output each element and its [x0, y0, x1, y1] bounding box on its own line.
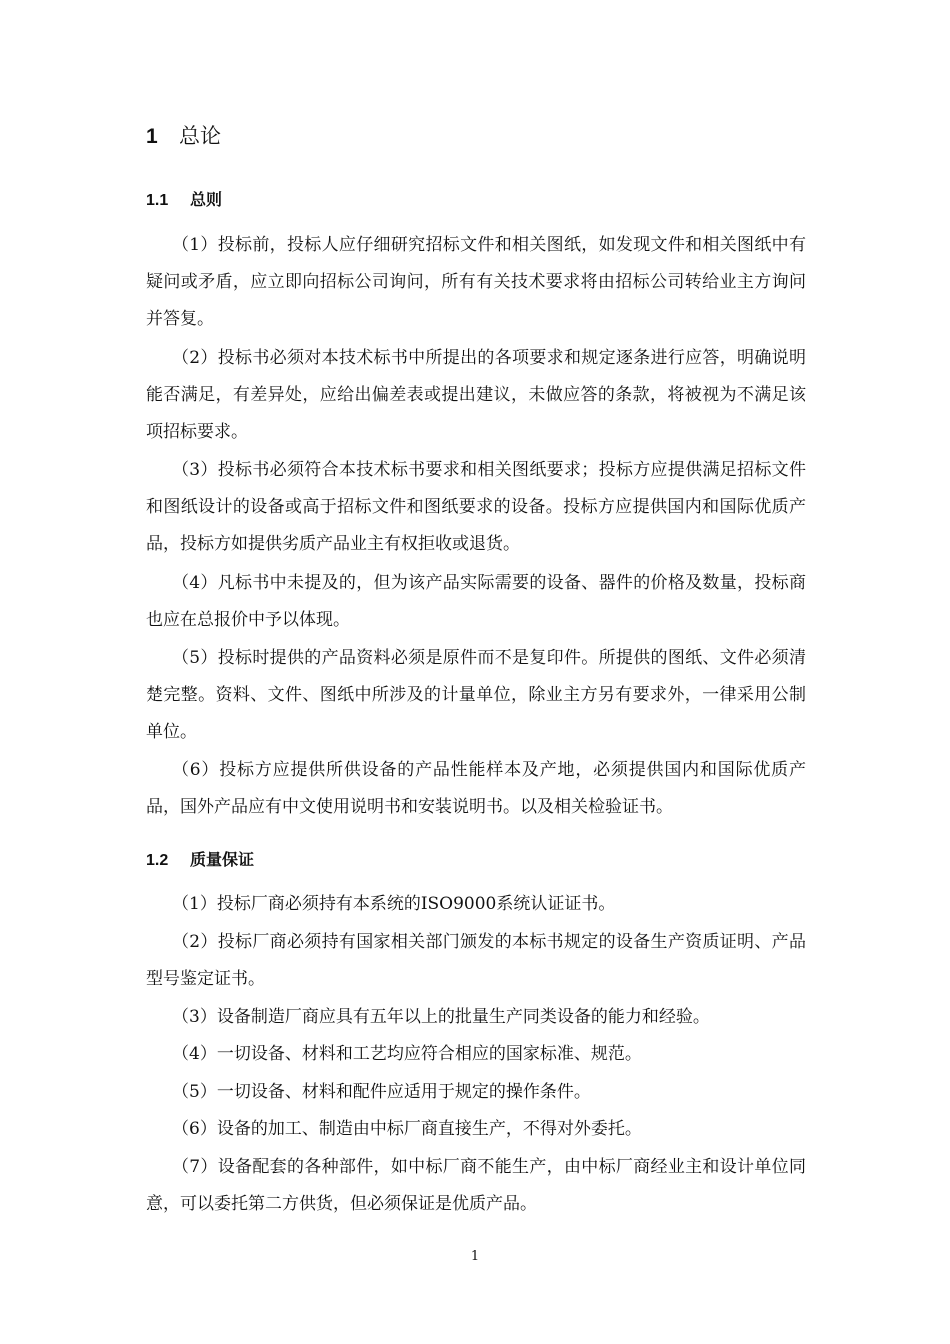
section-title: 总则 — [190, 190, 223, 209]
paragraph-1-1-2: （2）投标书必须对本技术标书中所提出的各项要求和规定逐条进行应答，明确说明能否满足，有差异处，应给出偏差表或提出建议，未做应答的条款，将被视为不满足该项招标要求。 — [146, 348, 806, 442]
paragraph-1-2-7: （7）设备配套的各种部件，如中标厂商不能生产，由中标厂商经业主和设计单位同意，可以委托第二方供货，但必须保证是优质产品。 — [146, 1157, 806, 1214]
paragraph-1-1-6: （6）投标方应提供所供设备的产品性能样本及产地，必须提供国内和国际优质产品，国外产品应有中文使用说明书和安装说明书。以及相关检验证书。 — [146, 760, 806, 817]
paragraph-1-2-6: （6）设备的加工、制造由中标厂商直接生产，不得对外委托。 — [172, 1119, 642, 1139]
paragraph-1-2-5: （5）一切设备、材料和配件应适用于规定的操作条件。 — [172, 1082, 591, 1102]
paragraph-1-1-3: （3）投标书必须符合本技术标书要求和相关图纸要求；投标方应提供满足招标文件和图纸设计的设备或高于招标文件和图纸要求的设备。投标方应提供国内和国际优质产品，投标方如提供劣质产品业主有权拒收或退货。 — [146, 460, 806, 554]
paragraph-1-2-2: （2）投标厂商必须持有国家相关部门颁发的本标书规定的设备生产资质证明、产品型号鉴定证书。 — [146, 932, 806, 989]
section-number: 1.1 — [146, 192, 169, 209]
page-number: 1 — [470, 1249, 480, 1264]
section-heading-1-2 — [146, 848, 254, 873]
section-number: 1.2 — [146, 852, 169, 869]
paragraph-1-1-5: （5）投标时提供的产品资料必须是原件而不是复印件。所提供的图纸、文件必须清楚完整。资料、文件、图纸中所涉及的计量单位，除业主方另有要求外，一律采用公制单位。 — [146, 648, 806, 742]
chapter-number: 1 — [146, 125, 158, 148]
paragraph-1-1-4: （4）凡标书中未提及的，但为该产品实际需要的设备、器件的价格及数量，投标商也应在总报价中予以体现。 — [146, 573, 806, 630]
paragraph-1-2-3: （3）设备制造厂商应具有五年以上的批量生产同类设备的能力和经验。 — [172, 1007, 710, 1027]
paragraph-1-2-4: （4）一切设备、材料和工艺均应符合相应的国家标准、规范。 — [172, 1044, 642, 1064]
chapter-title: 总论 — [179, 124, 221, 148]
paragraph-1-2-1: （1）投标厂商必须持有本系统的ISO9000系统认证证书。 — [172, 894, 616, 914]
section-heading-1-1 — [146, 188, 222, 213]
chapter-heading — [146, 121, 221, 152]
paragraph-1-1-1: （1）投标前，投标人应仔细研究招标文件和相关图纸，如发现文件和相关图纸中有疑问或矛盾，应立即向招标公司询问，所有有关技术要求将由招标公司转给业主方询问并答复。 — [146, 235, 806, 329]
section-title: 质量保证 — [190, 850, 255, 869]
